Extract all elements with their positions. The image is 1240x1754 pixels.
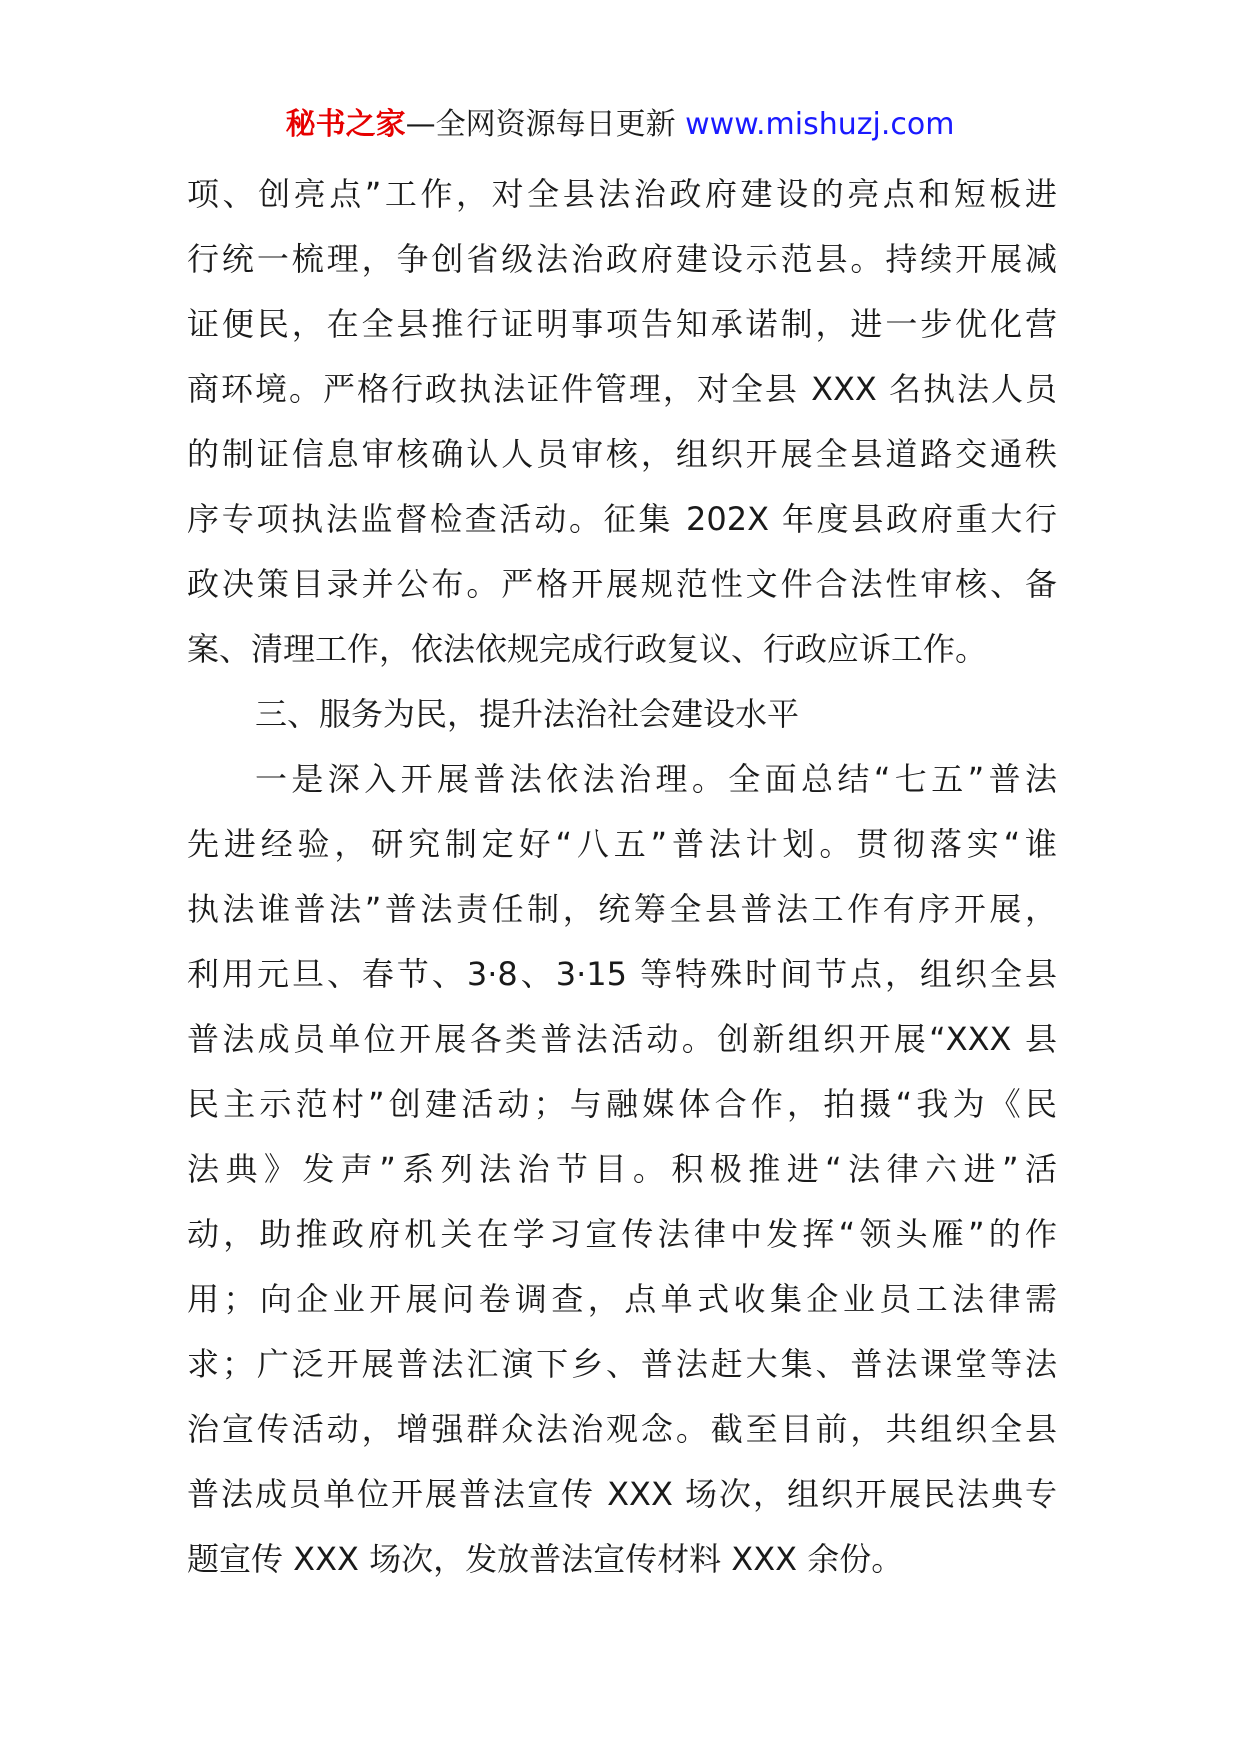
- body-line: 行统一梳理，争创省级法治政府建设示范县。持续开展减: [187, 240, 1057, 278]
- body-line: 利用元旦、春节、3·8、3·15 等特殊时间节点，组织全县: [187, 955, 1057, 993]
- section-heading: 三、服务为民，提升法治社会建设水平: [255, 695, 800, 733]
- body-line: 普法成员单位开展普法宣传 XXX 场次，组织开展民法典专: [187, 1475, 1057, 1513]
- body-line: 序专项执法监督检查活动。征集 202X 年度县政府重大行: [187, 500, 1057, 538]
- body-line: 政决策目录并公布。严格开展规范性文件合法性审核、备: [187, 565, 1057, 603]
- body-line: 项、创亮点”工作，对全县法治政府建设的亮点和短板进: [187, 175, 1057, 213]
- body-line: 执法谁普法”普法责任制，统筹全县普法工作有序开展，: [187, 890, 1057, 928]
- body-line: 求；广泛开展普法汇演下乡、普法赶大集、普法课堂等法: [187, 1345, 1057, 1383]
- header-tagline: —全网资源每日更新: [405, 107, 676, 142]
- body-line: 商环境。严格行政执法证件管理，对全县 XXX 名执法人员: [187, 370, 1057, 408]
- brand-name: 秘书之家: [285, 107, 406, 142]
- body-line: 案、清理工作，依法依规完成行政复议、行政应诉工作。: [187, 630, 988, 668]
- body-line: 先进经验，研究制定好“八五”普法计划。贯彻落实“谁: [187, 825, 1057, 863]
- body-line: 的制证信息审核确认人员审核，组织开展全县道路交通秩: [187, 435, 1057, 473]
- website-link[interactable]: www.mishuzj.com: [685, 107, 955, 142]
- body-line: 普法成员单位开展各类普法活动。创新组织开展“XXX 县: [187, 1020, 1057, 1058]
- body-line: 题宣传 XXX 场次，发放普法宣传材料 XXX 余份。: [187, 1540, 904, 1578]
- page-header: [0, 103, 1240, 147]
- paragraph-first-line: 一是深入开展普法依法治理。全面总结“七五”普法: [255, 760, 1057, 798]
- body-line: 证便民，在全县推行证明事项告知承诺制，进一步优化营: [187, 305, 1057, 343]
- document-body: [187, 162, 1057, 1592]
- body-line: 动，助推政府机关在学习宣传法律中发挥“领头雁”的作: [187, 1215, 1057, 1253]
- body-line: 法典》发声”系列法治节目。积极推进“法律六进”活: [187, 1150, 1057, 1188]
- body-line: 治宣传活动，增强群众法治观念。截至目前，共组织全县: [187, 1410, 1057, 1448]
- body-line: 民主示范村”创建活动；与融媒体合作，拍摄“我为《民: [187, 1085, 1057, 1123]
- body-line: 用；向企业开展问卷调查，点单式收集企业员工法律需: [187, 1280, 1057, 1318]
